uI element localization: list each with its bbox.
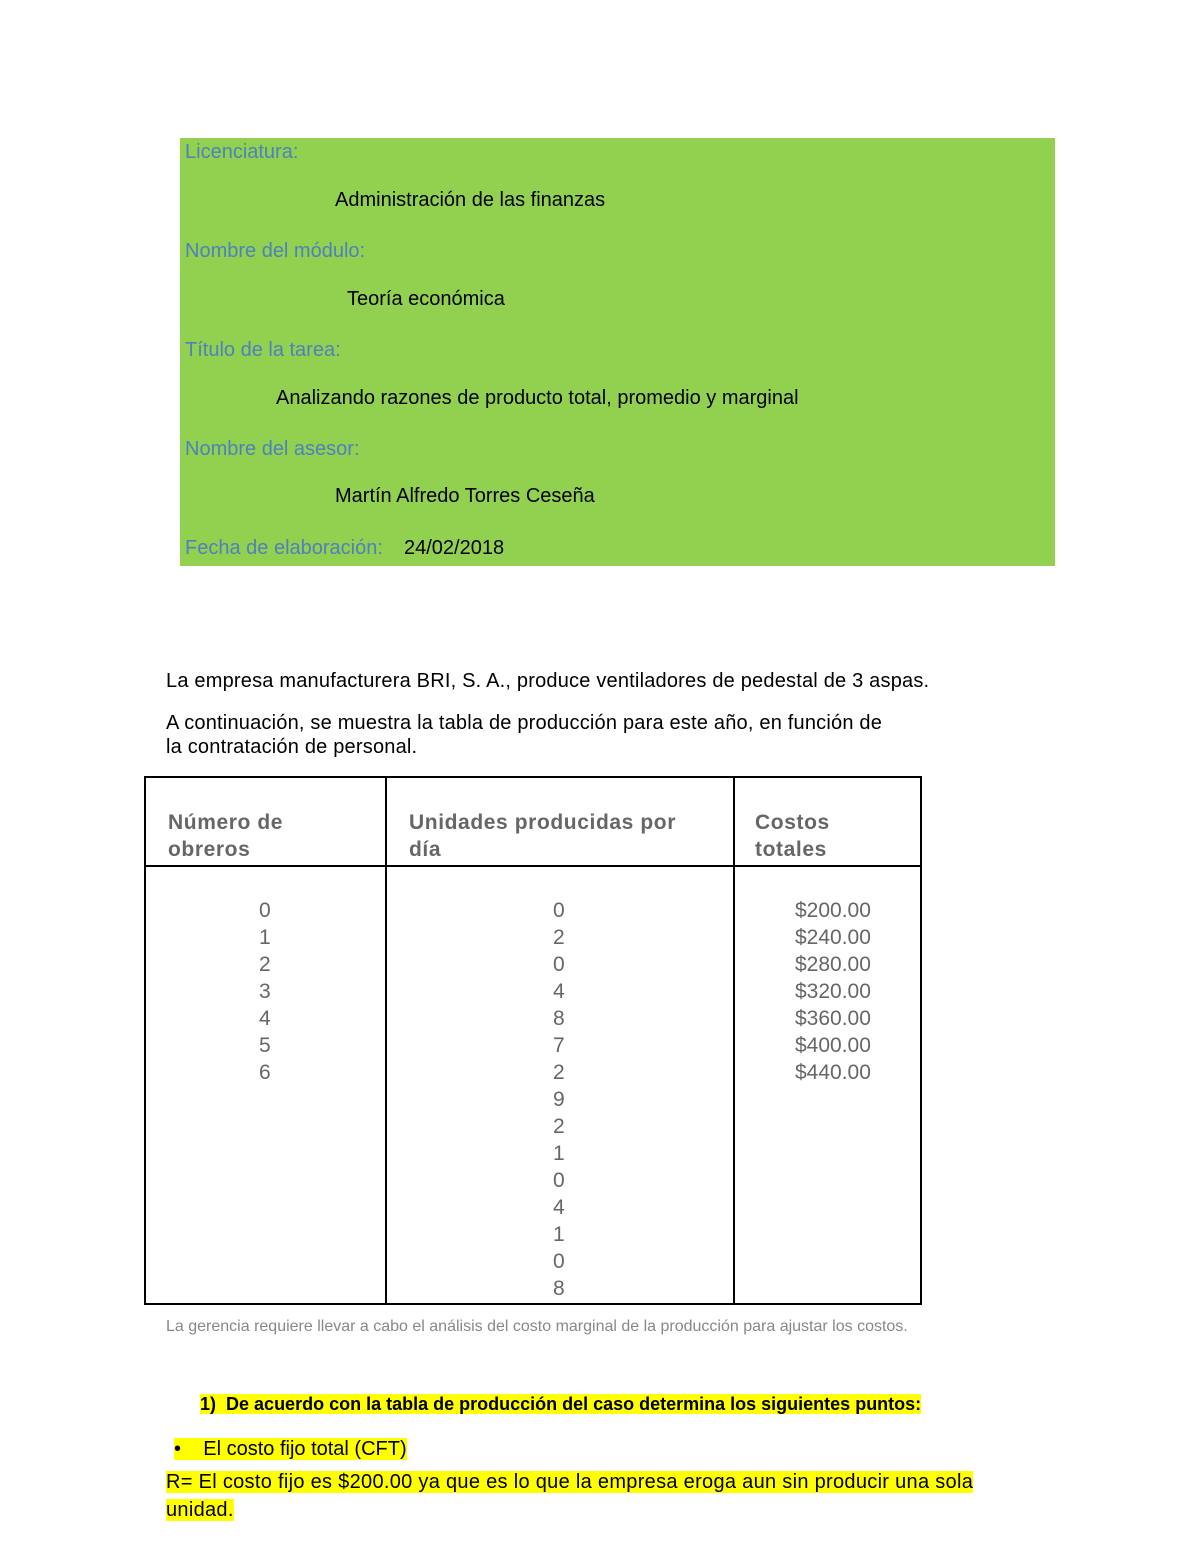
question-text: De acuerdo con la tabla de producción del caso determina los siguientes puntos:	[226, 1394, 922, 1414]
asesor-label: Nombre del asesor:	[185, 438, 360, 460]
obreros-value: 2	[259, 953, 271, 976]
unidades-digit: 7	[553, 1034, 565, 1057]
unidades-digit: 2	[553, 1061, 565, 1084]
unidades-digit: 8	[553, 1007, 565, 1030]
unidades-digit: 0	[553, 1250, 565, 1273]
obreros-value: 6	[259, 1061, 271, 1084]
header-obreros-line2: obreros	[168, 838, 251, 861]
header-unidades	[386, 777, 734, 866]
management-note: La gerencia requiere llevar a cabo el análisis del costo marginal de la producción para ajustar los costos.	[166, 1318, 908, 1335]
intro-line-2: A continuación, se muestra la tabla de producción para este año, en función de	[166, 712, 883, 734]
header-unidades-line2: día	[409, 838, 442, 861]
obreros-value: 3	[259, 980, 271, 1003]
obreros-value: 4	[259, 1007, 271, 1030]
unidades-digit: 1	[553, 1142, 565, 1165]
costo-value: $440.00	[795, 1061, 871, 1084]
unidades-digit: 4	[553, 1196, 565, 1219]
modulo-label: Nombre del módulo:	[185, 240, 366, 262]
question-number: 1)	[200, 1394, 217, 1414]
unidades-digit: 2	[553, 926, 565, 949]
answer-line-2: unidad.	[166, 1499, 234, 1521]
fecha-value: 24/02/2018	[404, 537, 505, 559]
costo-value: $400.00	[795, 1034, 871, 1057]
header-costos-line1: Costos	[755, 811, 830, 834]
unidades-list	[553, 897, 732, 1302]
costo-value: $320.00	[795, 980, 871, 1003]
obreros-value: 1	[259, 926, 271, 949]
costos-cell	[734, 866, 921, 1304]
table-body-row	[145, 866, 921, 1304]
unidades-digit: 0	[553, 953, 565, 976]
asesor-value: Martín Alfredo Torres Ceseña	[335, 485, 595, 507]
answer-paragraph	[166, 1468, 1026, 1524]
costo-value: $360.00	[795, 1007, 871, 1030]
table-header-row	[145, 777, 921, 866]
unidades-digit: 1	[553, 1223, 565, 1246]
licenciatura-value: Administración de las finanzas	[335, 189, 606, 211]
unidades-digit: 9	[553, 1088, 565, 1111]
titulo-value: Analizando razones de producto total, promedio y marginal	[276, 387, 799, 409]
unidades-cell	[386, 866, 734, 1304]
answer-line-1: R= El costo fijo es $200.00 ya que es lo que la empresa eroga aun sin producir una sola	[166, 1471, 974, 1493]
unidades-digit: 4	[553, 980, 565, 1003]
production-table	[144, 776, 922, 1305]
titulo-label: Título de la tarea:	[185, 339, 341, 361]
costo-value: $240.00	[795, 926, 871, 949]
obreros-value: 0	[259, 899, 271, 922]
bullet-text: El costo fijo total (CFT)	[203, 1438, 407, 1460]
intro-line-1: La empresa manufacturera BRI, S. A., produce ventiladores de pedestal de 3 aspas.	[166, 670, 930, 692]
header-obreros-line1: Número de	[168, 811, 284, 834]
header-obreros	[145, 777, 386, 866]
unidades-digit: 0	[553, 1169, 565, 1192]
unidades-digit: 8	[553, 1277, 565, 1300]
obreros-cell	[145, 866, 386, 1304]
costos-list	[795, 897, 919, 1086]
question-1	[200, 1392, 921, 1416]
fecha-label: Fecha de elaboración:	[185, 537, 383, 559]
header-costos-line2: totales	[755, 838, 827, 861]
bullet-item	[174, 1436, 407, 1462]
header-costos	[734, 777, 921, 866]
costo-value: $200.00	[795, 899, 871, 922]
cover-block	[180, 138, 1055, 566]
unidades-digit: 0	[553, 899, 565, 922]
bullet-icon: •	[174, 1438, 182, 1460]
header-unidades-line1: Unidades producidas por	[409, 811, 676, 834]
obreros-value: 5	[259, 1034, 271, 1057]
modulo-value: Teoría económica	[347, 288, 505, 310]
unidades-digit: 2	[553, 1115, 565, 1138]
licenciatura-label: Licenciatura:	[185, 141, 299, 163]
intro-line-3: la contratación de personal.	[166, 736, 418, 758]
costo-value: $280.00	[795, 953, 871, 976]
obreros-list	[259, 897, 384, 1086]
